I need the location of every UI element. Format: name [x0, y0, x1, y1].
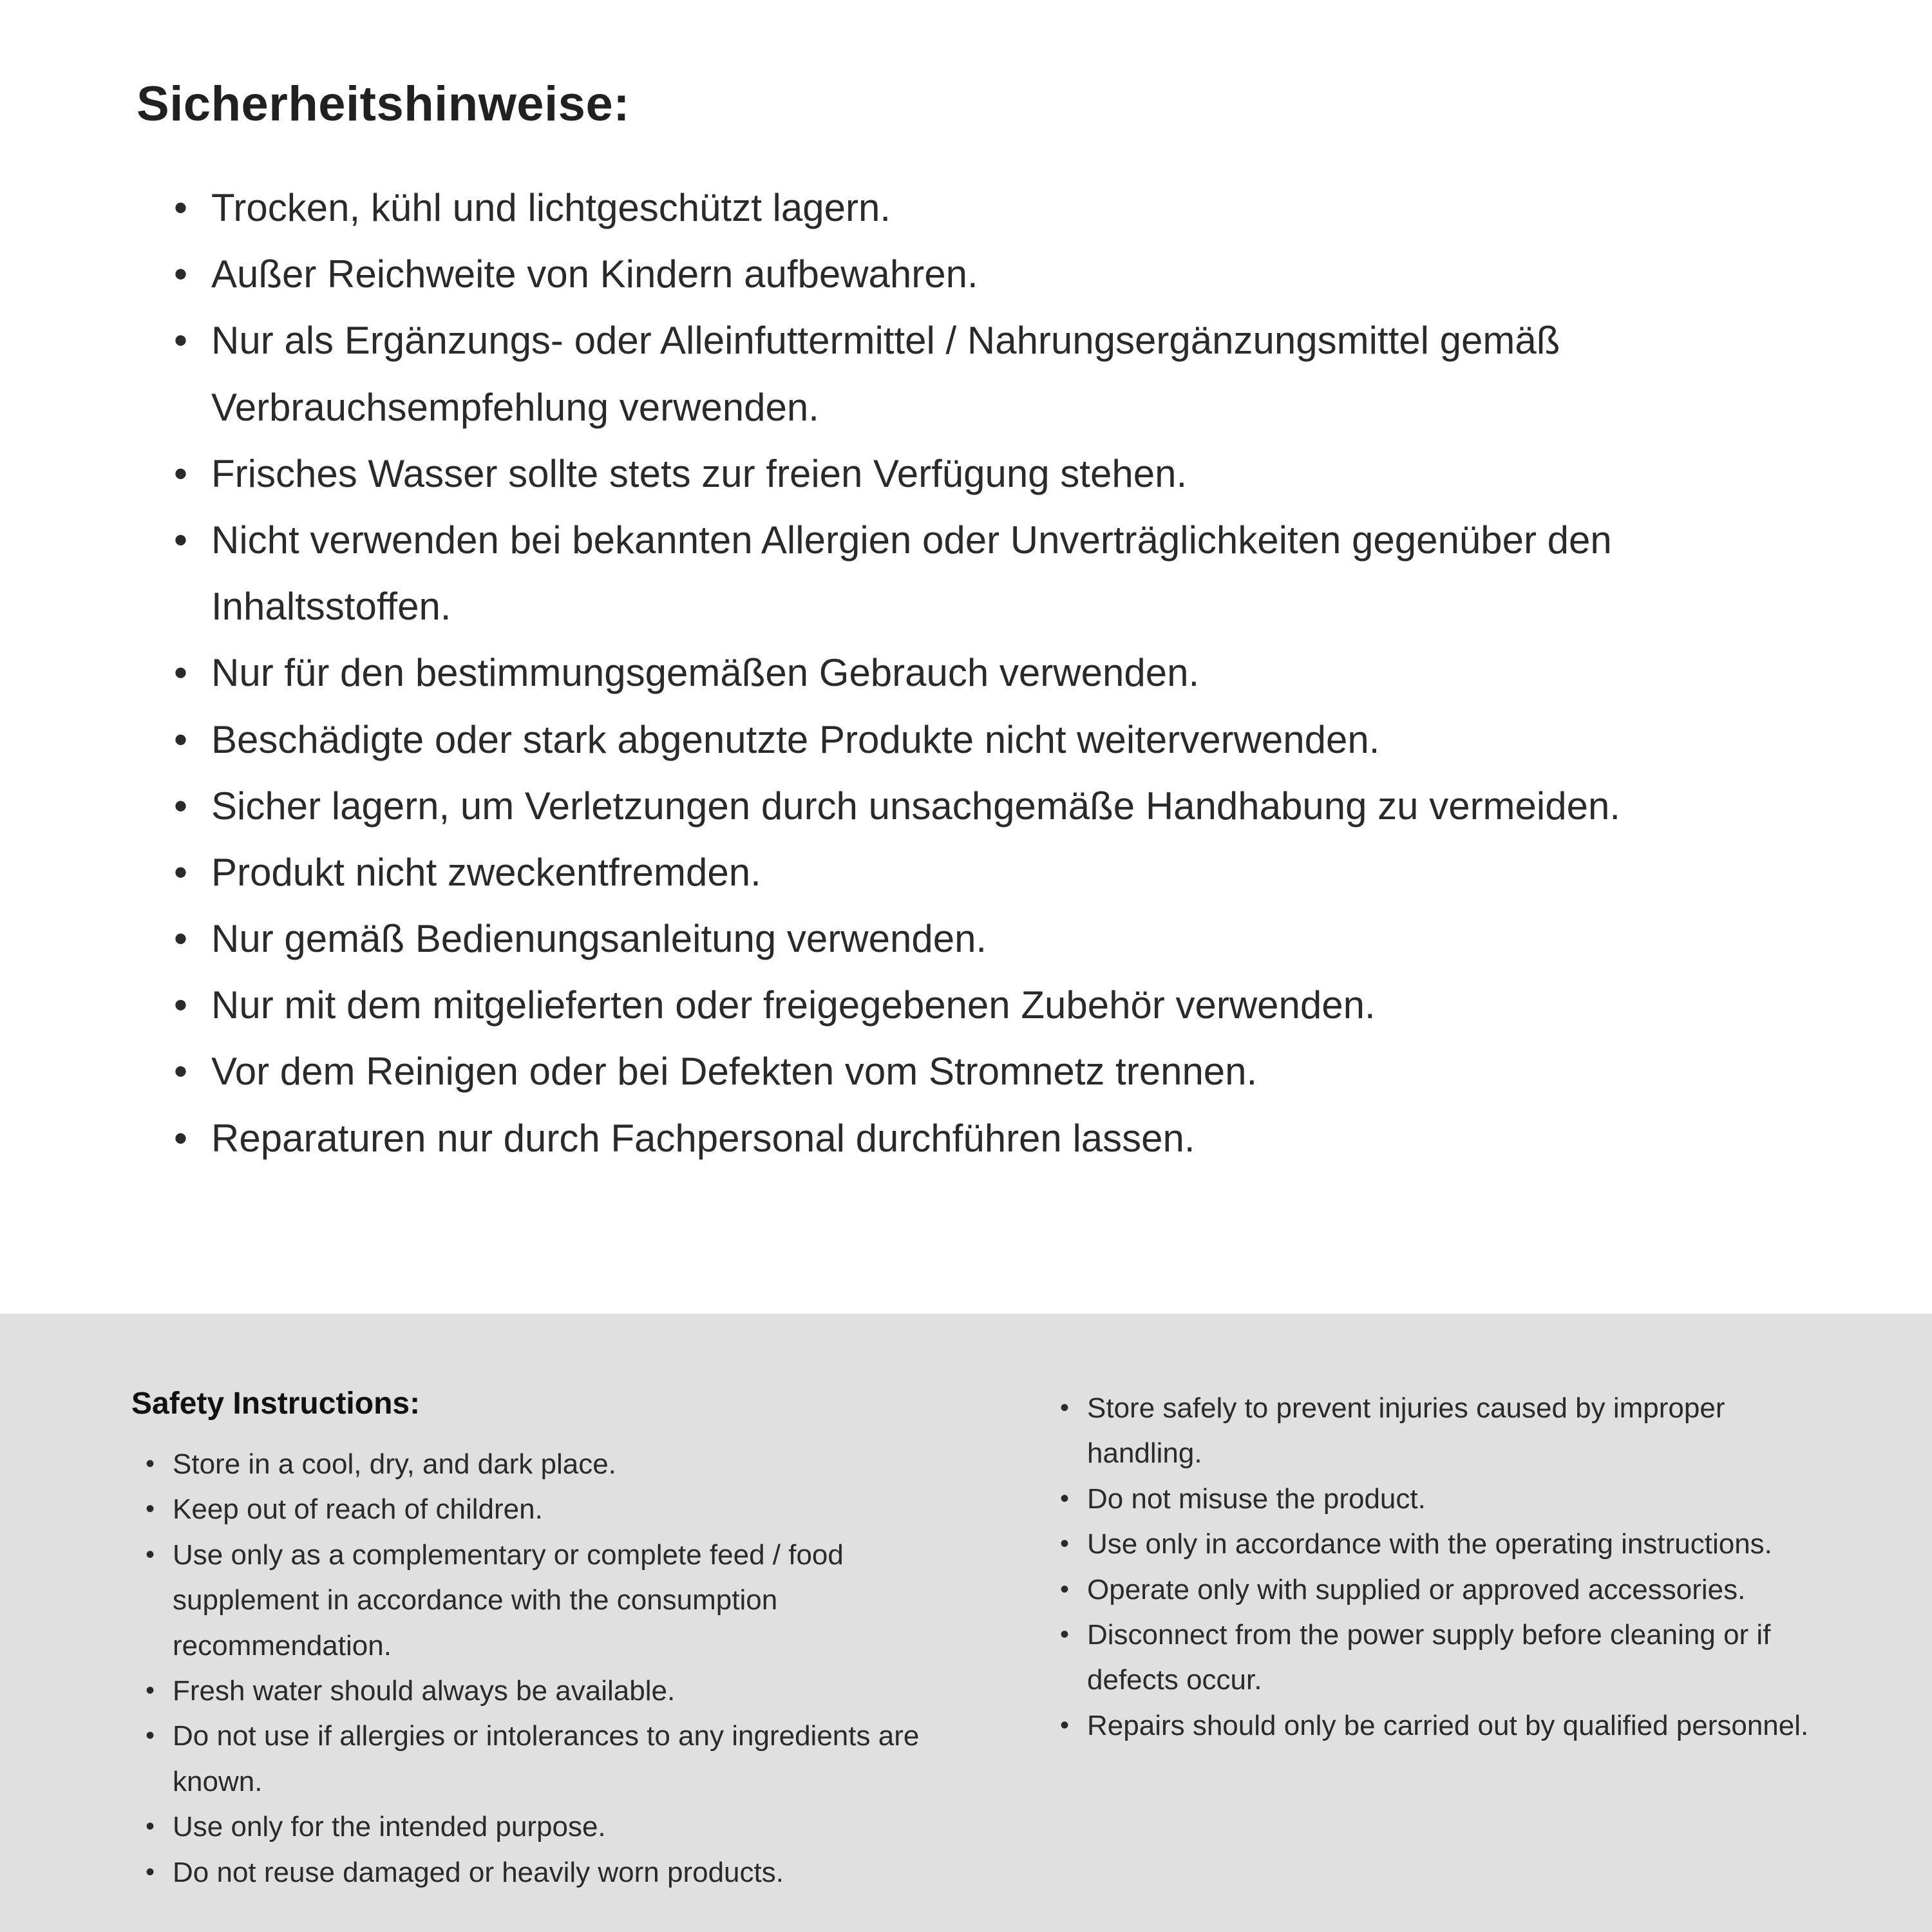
list-item — [1060, 1613, 1835, 1703]
bullet-icon: • — [174, 451, 188, 495]
bullet-icon: • — [174, 1116, 188, 1160]
list-item-text: Trocken, kühl und lichtgeschützt lagern. — [211, 186, 891, 229]
list-item — [174, 507, 1829, 639]
list-item — [1060, 1477, 1835, 1522]
list-item — [174, 639, 1829, 706]
bullet-icon: • — [146, 1495, 155, 1524]
list-item — [146, 1804, 988, 1850]
bullet-icon: • — [174, 850, 188, 894]
english-safety-list-left — [131, 1442, 988, 1895]
bullet-icon: • — [146, 1450, 155, 1478]
list-item — [146, 1850, 988, 1895]
bullet-icon: • — [1060, 1710, 1070, 1739]
list-item-text: Nicht verwenden bei bekannten Allergien oder Unverträglichkeiten gegenüber den Inhaltsstoffen. — [211, 518, 1612, 629]
list-item-text: Beschädigte oder stark abgenutzte Produkte nicht weiterverwenden. — [211, 717, 1380, 761]
list-item-text: Keep out of reach of children. — [173, 1493, 543, 1526]
bullet-icon: • — [1060, 1484, 1070, 1513]
list-item — [146, 1487, 988, 1532]
list-item — [174, 839, 1829, 905]
list-item-text: Sicher lagern, um Verletzungen durch unsachgemäße Handhabung zu vermeiden. — [211, 784, 1621, 828]
list-item-text: Use only in accordance with the operating instructions. — [1087, 1528, 1772, 1560]
list-item — [1060, 1703, 1835, 1748]
list-item-text: Reparaturen nur durch Fachpersonal durchführen lassen. — [211, 1116, 1195, 1160]
bullet-icon: • — [146, 1857, 155, 1886]
list-item — [174, 241, 1829, 307]
bullet-icon: • — [174, 983, 188, 1027]
list-item-text: Nur mit dem mitgelieferten oder freigegebenen Zubehör verwenden. — [211, 983, 1376, 1027]
list-item — [146, 1442, 988, 1487]
bullet-icon: • — [1060, 1394, 1070, 1422]
bullet-icon: • — [174, 518, 188, 562]
bullet-icon: • — [1060, 1530, 1070, 1558]
list-item — [146, 1714, 988, 1804]
list-item-text: Use only as a complementary or complete feed / food supplement in accordance with the consumption recommendation. — [173, 1539, 844, 1662]
bullet-icon: • — [174, 784, 188, 828]
list-item — [1060, 1522, 1835, 1567]
bullet-icon: • — [174, 651, 188, 695]
bullet-icon: • — [1060, 1620, 1070, 1649]
list-item-text: Nur als Ergänzungs- oder Alleinfuttermittel / Nahrungsergänzungsmittel gemäß Verbrauchsempfehlung verwenden. — [211, 319, 1560, 429]
list-item-text: Außer Reichweite von Kindern aufbewahren. — [211, 252, 978, 296]
bullet-icon: • — [174, 717, 188, 761]
list-item — [174, 175, 1829, 241]
list-item — [146, 1669, 988, 1714]
list-item — [174, 905, 1829, 972]
bullet-icon: • — [146, 1812, 155, 1841]
list-item-text: Do not use if allergies or intolerances to any ingredients are known. — [173, 1720, 920, 1797]
list-item — [174, 307, 1829, 440]
list-item-text: Use only for the intended purpose. — [173, 1811, 606, 1843]
list-item — [174, 706, 1829, 773]
list-item-text: Repairs should only be carried out by qualified personnel. — [1087, 1709, 1809, 1741]
list-item — [174, 773, 1829, 839]
bullet-icon: • — [1060, 1575, 1070, 1604]
list-item-text: Do not reuse damaged or heavily worn products. — [173, 1856, 784, 1888]
bullet-icon: • — [146, 1540, 155, 1569]
bullet-icon: • — [174, 1050, 188, 1094]
list-item — [146, 1533, 988, 1669]
list-item — [174, 1038, 1829, 1104]
list-item-text: Produkt nicht zweckentfremden. — [211, 850, 761, 894]
bullet-icon: • — [174, 319, 188, 363]
list-item-text: Operate only with supplied or approved accessories. — [1087, 1573, 1746, 1605]
list-item-text: Vor dem Reinigen oder bei Defekten vom Stromnetz trennen. — [211, 1050, 1258, 1094]
english-section-title: Safety Instructions: — [131, 1387, 421, 1421]
list-item-text: Store safely to prevent injuries caused by improper handling. — [1087, 1392, 1725, 1470]
list-item-text: Nur gemäß Bedienungsanleitung verwenden. — [211, 917, 987, 961]
list-item-text: Frisches Wasser sollte stets zur freien Verfügung stehen. — [211, 451, 1188, 495]
english-safety-section — [0, 1314, 1932, 1932]
list-item-text: Store in a cool, dry, and dark place. — [173, 1448, 616, 1480]
bullet-icon: • — [174, 917, 188, 961]
list-item — [174, 1105, 1829, 1171]
english-left-column — [131, 1386, 988, 1932]
german-safety-list — [137, 175, 1829, 1171]
english-right-column — [1046, 1386, 1835, 1932]
list-item — [174, 440, 1829, 507]
bullet-icon: • — [146, 1721, 155, 1750]
list-item — [1060, 1567, 1835, 1613]
list-item-text: Fresh water should always be available. — [173, 1674, 676, 1707]
list-item — [174, 972, 1829, 1038]
list-item-text: Disconnect from the power supply before cleaning or if defects occur. — [1087, 1618, 1771, 1696]
bullet-icon: • — [146, 1676, 155, 1705]
list-item-text: Nur für den bestimmungsgemäßen Gebrauch verwenden. — [211, 651, 1200, 695]
list-item-text: Do not misuse the product. — [1087, 1482, 1426, 1515]
list-item — [1060, 1386, 1835, 1477]
bullet-icon: • — [174, 252, 188, 296]
english-safety-list-right — [1046, 1386, 1835, 1748]
german-section-title: Sicherheitshinweise: — [137, 77, 630, 131]
bullet-icon: • — [174, 186, 188, 229]
